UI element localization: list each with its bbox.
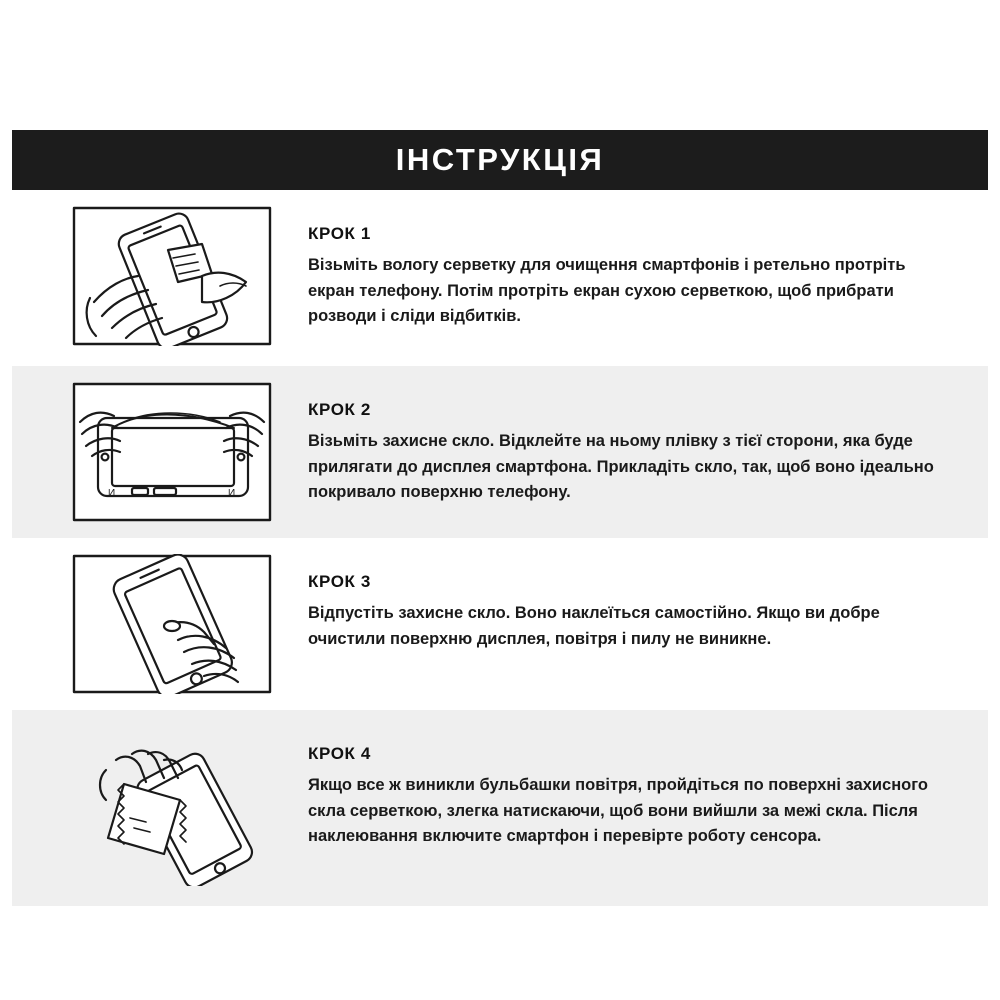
step-4-label: КРОК 4 [308, 744, 371, 763]
step-4-illustration [72, 726, 272, 886]
step-3-illustration [72, 554, 272, 694]
step-4-body: Якщо все ж виникли бульбашки повітря, пройдіться по поверхні захисного скла серветкою, злегка натискаючи, щоб вони вийшли за межі скла. Після наклеювання включите смартфон і перевірте роботу сенсора. [308, 776, 928, 846]
step-item-3 [12, 538, 988, 710]
step-item-2 [12, 366, 988, 538]
hand-wiping-phone-with-wipe-icon [72, 206, 272, 346]
step-2-illustration [72, 382, 272, 522]
hand-with-cloth-smoothing-phone-icon [72, 726, 272, 886]
finger-pressing-glass-on-phone-icon [72, 554, 272, 694]
step-item-4 [12, 710, 988, 906]
step-1-text-block [272, 202, 988, 330]
step-1-body: Візьміть вологу серветку для очищення смартфонів і ретельно протріть екран телефону. Потім протріть екран сухою серветкою, щоб прибрати розводи і сліди відбитків. [308, 256, 906, 326]
step-3-text-block [272, 550, 988, 652]
step-3-label: КРОК 3 [308, 572, 371, 591]
steps-list [12, 190, 988, 906]
step-4-text-block [272, 722, 988, 850]
svg-text:И: И [108, 488, 116, 499]
step-2-label: КРОК 2 [308, 400, 371, 419]
page-title: ІНСТРУКЦІЯ [395, 142, 605, 177]
step-2-body: Візьміть захисне скло. Відклейте на ньому плівку з тієї сторони, яка буде прилягати до дисплея смартфона. Прикладіть скло, так, щоб воно ідеально покривало поверхню телефону. [308, 432, 934, 502]
step-1-label: КРОК 1 [308, 224, 371, 243]
two-hands-peeling-film-from-glass-icon [72, 382, 272, 522]
header-bar [12, 130, 988, 190]
step-2-text-block [272, 378, 988, 506]
svg-text:И: И [228, 488, 236, 499]
step-3-body: Відпустіть захисне скло. Воно наклеїться самостійно. Якщо ви добре очистили поверхню дисплея, повітря і пилу не виникне. [308, 604, 880, 648]
step-1-illustration [72, 206, 272, 346]
step-item-1 [12, 190, 988, 366]
